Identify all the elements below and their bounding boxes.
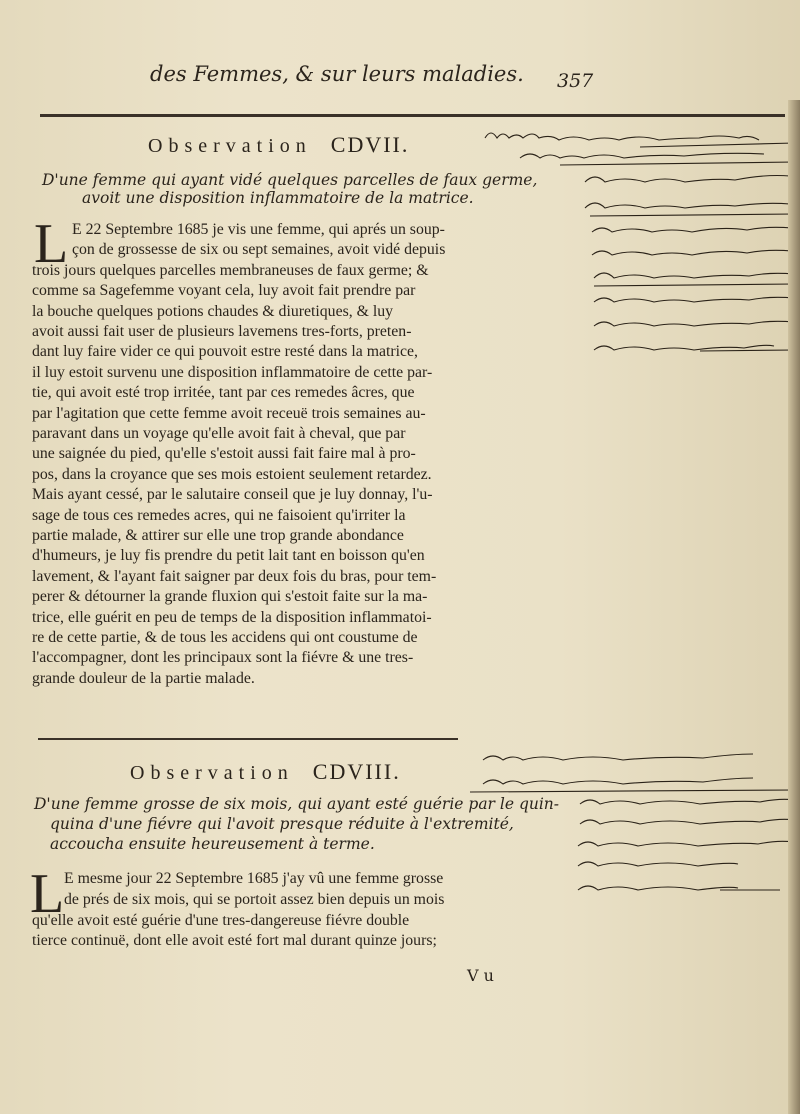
body-text-line: E mesme jour 22 Septembre 1685 j'ay vû une femme grosse [64,870,444,887]
body-text-line: trice, elle guérit en peu de temps de la disposition inflammatoi- [32,608,432,626]
observation-label: Observation [148,135,312,157]
body-text-line: E 22 Septembre 1685 je vis une femme, qui aprés un soup- [72,221,445,238]
signature-mark: V u [467,966,494,985]
body-text-line: qu'elle avoit esté guérie d'une tres-dangereuse fiévre double [32,911,410,929]
body-text-line: perer & détourner la grande fluxion qui s'estoit faite sur la ma- [32,588,428,606]
body-text-line: grande douleur de la partie malade. [32,669,255,687]
body-text-line: sage de tous ces remedes acres, qui ne faisoient qu'irriter la [32,506,406,524]
body-text-line: dant luy faire vider ce qui pouvoit estre resté dans la matrice, [32,343,418,361]
body-text-line: l'accompagner, dont les principaux sont la fiévre & une tres- [32,649,414,667]
observation-number: CDVII. [330,132,410,157]
body-text-line: pos, dans la croyance que ses mois estoient seulement retardez. [32,465,432,483]
observation-subtitle-line: D'une femme qui ayant vidé quelques parcelles de faux germe, [42,171,538,189]
body-text-line: il luy estoit survenu une disposition inflammatoire de cette par- [32,363,433,381]
observation-number: CDVIII. [312,759,401,784]
body-text-line: de prés de six mois, qui se portoit assez bien depuis un mois [64,890,445,908]
body-text-line: la bouche quelques potions chaudes & diuretiques, & luy [32,302,394,320]
observation-subtitle-line: quina d'une fiévre qui l'avoit presque réduite à l'extremité, [50,815,514,833]
page-edge-shadow [788,100,800,1114]
body-text-line: partie malade, & attirer sur elle une trop grande abondance [32,527,404,544]
body-text-line: lavement, & l'ayant fait saigner par deux fois du bras, pour tem- [32,567,437,585]
observation-subtitle-line: D'une femme grosse de six mois, qui ayant esté guérie par le quin- [34,795,560,813]
body-text-line: Mais ayant cessé, par le salutaire conseil que je luy donnay, l'u- [32,486,433,504]
body-text-line: tierce continuë, dont elle avoit esté fort mal durant quinze jours; [32,932,437,950]
drop-cap: L [30,863,65,925]
body-text-line: une saignée du pied, qu'elle s'estoit aussi fait faire mal à pro- [32,445,416,463]
body-text-line: d'humeurs, je luy fis prendre du petit lait tant en boisson qu'en [32,547,425,565]
observation-subtitle-line: accoucha ensuite heureusement à terme. [50,835,375,853]
observation-subtitle-line: avoit une disposition inflammatoire de la matrice. [82,189,474,207]
body-text-line: tie, qui avoit esté trop irritée, tant par ces remedes âcres, que [32,384,415,402]
observation-label: Observation [130,762,294,784]
body-text-line: comme sa Sagefemme voyant cela, luy avoit fait prendre par [32,282,416,300]
body-text-line: trois jours quelques parcelles membraneuses de faux germe; & [32,261,429,279]
drop-cap: L [34,213,69,275]
body-text-line: çon de grossesse de six ou sept semaines, avoit vidé depuis [72,241,446,259]
body-text-line: par l'agitation que cette femme avoit receuë trois semaines au- [32,404,426,422]
body-text-line: paravant dans un voyage qu'elle avoit fait à cheval, que par [32,425,406,442]
body-text-line: avoit aussi fait user de plusieurs lavemens tres-forts, preten- [32,323,412,340]
page-number: 357 [557,70,594,92]
running-title: des Femmes, & sur leurs maladies. [150,62,524,86]
body-text-line: re de cette partie, & de tous les accidens qui ont coustume de [32,629,418,646]
